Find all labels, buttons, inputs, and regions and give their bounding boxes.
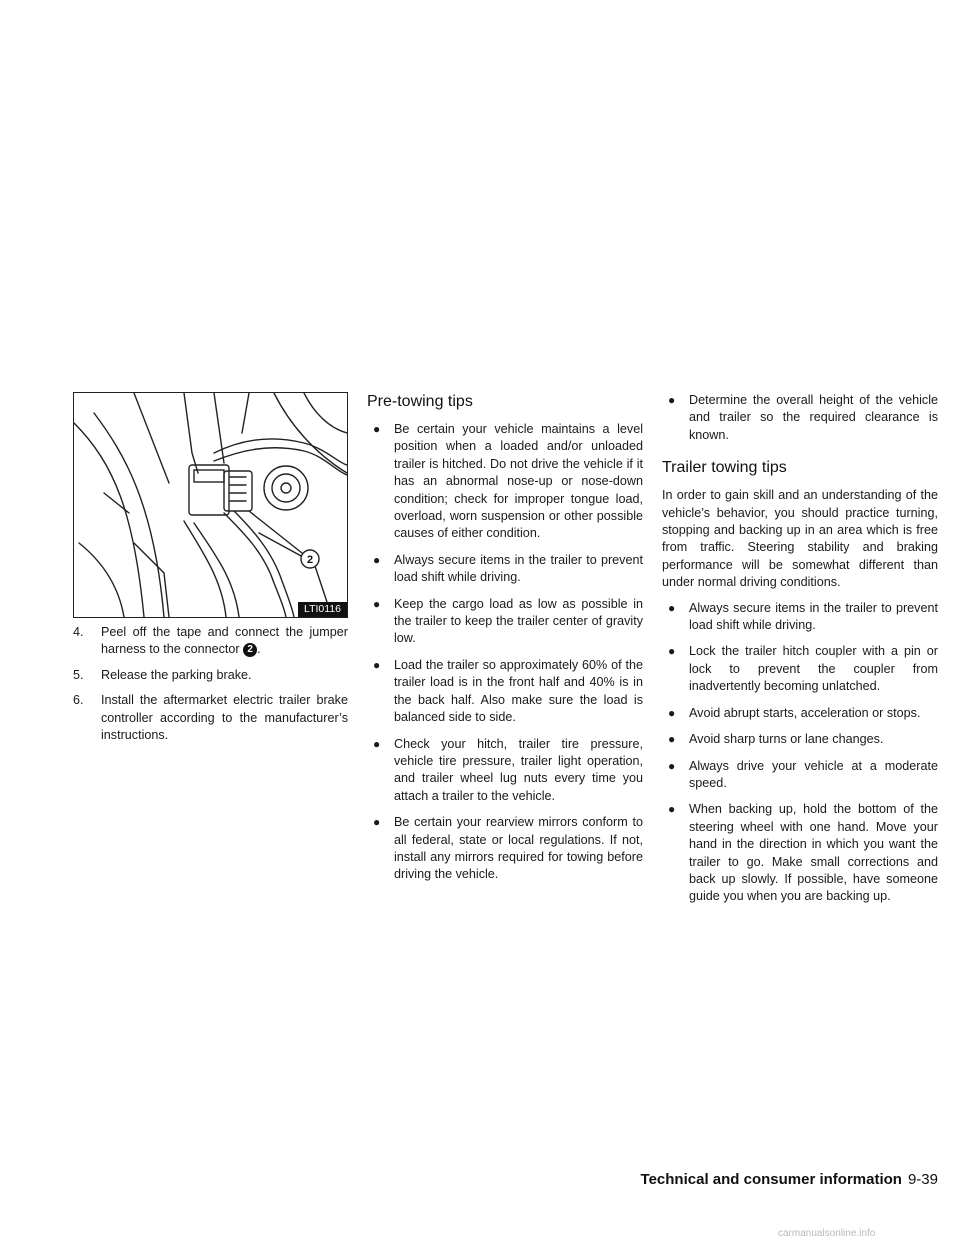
step-number: 4. bbox=[73, 625, 84, 639]
bullet-icon: ● bbox=[373, 657, 381, 672]
list-item bbox=[367, 596, 643, 648]
connector-illustration bbox=[73, 392, 348, 618]
bullet-icon: ● bbox=[668, 802, 676, 817]
step-item bbox=[73, 667, 348, 684]
bullet-icon: ● bbox=[373, 736, 381, 751]
connector-reference-badge: 2 bbox=[243, 643, 257, 657]
bullet-icon: ● bbox=[668, 732, 676, 747]
list-item-text: Determine the overall height of the vehicle and trailer so the required clearance is known. bbox=[689, 393, 938, 442]
list-item-text: Keep the cargo load as low as possible in the trailer to keep the trailer center of gravity low. bbox=[394, 596, 643, 646]
pre-towing-list-continued bbox=[662, 392, 938, 444]
watermark: carmanualsonline.info bbox=[778, 1228, 876, 1239]
section-title: Technical and consumer information bbox=[640, 1171, 902, 1188]
bullet-icon: ● bbox=[668, 393, 676, 407]
list-item-text: Always secure items in the trailer to prevent load shift while driving. bbox=[689, 600, 938, 633]
pre-towing-list bbox=[367, 421, 643, 884]
list-item bbox=[662, 758, 938, 793]
list-item-text: Lock the trailer hitch coupler with a pin or lock to prevent the coupler from inadvertently becoming unlatched. bbox=[689, 644, 938, 694]
steps-list bbox=[73, 624, 348, 744]
step-number: 6. bbox=[73, 693, 84, 708]
list-item bbox=[662, 705, 938, 722]
figure-callout-label: 2 bbox=[306, 554, 314, 566]
step-number: 5. bbox=[73, 667, 84, 682]
list-item bbox=[367, 552, 643, 587]
list-item-text: Avoid abrupt starts, acceleration or stops. bbox=[689, 705, 921, 720]
list-item bbox=[662, 643, 938, 695]
step-text: Install the aftermarket electric trailer brake controller according to the manufacturer’s instructions. bbox=[101, 693, 348, 743]
list-item bbox=[367, 421, 643, 543]
list-item bbox=[662, 392, 938, 444]
list-item-text: Check your hitch, trailer tire pressure, vehicle tire pressure, trailer light operation, and trailer wheel lug nuts every time you attach a trailer to the vehicle. bbox=[394, 736, 643, 803]
bullet-icon: ● bbox=[668, 644, 676, 659]
step-item bbox=[73, 692, 348, 744]
figure-code: LTI0116 bbox=[298, 602, 347, 617]
list-item bbox=[662, 731, 938, 748]
bullet-icon: ● bbox=[373, 596, 381, 611]
list-item bbox=[662, 600, 938, 635]
bullet-icon: ● bbox=[668, 705, 676, 720]
list-item bbox=[662, 801, 938, 905]
step-text-suffix: . bbox=[257, 642, 261, 657]
trailer-towing-intro: In order to gain skill and an understanding of the vehicle’s behavior, you should practice turning, stopping and backing up in an area which is free from traffic. Steering stability and braking performance will be somewhat different than under normal driving conditions. bbox=[662, 488, 938, 590]
list-item-text: Always secure items in the trailer to prevent load shift while driving. bbox=[394, 552, 643, 585]
right-column bbox=[662, 392, 938, 915]
pre-towing-heading: Pre-towing tips bbox=[367, 393, 473, 410]
list-item-text: Always drive your vehicle at a moderate speed. bbox=[689, 758, 938, 790]
bullet-icon: ● bbox=[373, 552, 381, 567]
page-number: 9-39 bbox=[907, 1171, 938, 1188]
trailer-towing-list bbox=[662, 600, 938, 906]
trailer-towing-heading: Trailer towing tips bbox=[662, 459, 787, 477]
list-item-text: Be certain your vehicle maintains a level position when a loaded and/or unloaded trailer is hitched. Do not drive the vehicle if it has an abnormal nose-up or nose-down condition; check for improper tongue load, overload, worn suspension or other possible causes of either condition. bbox=[394, 422, 643, 541]
list-item bbox=[367, 657, 643, 727]
bullet-icon: ● bbox=[373, 815, 381, 830]
wiring-harness-drawing bbox=[74, 393, 347, 617]
left-column bbox=[73, 392, 348, 752]
bullet-icon: ● bbox=[668, 600, 676, 615]
step-item bbox=[73, 624, 348, 659]
step-text: Peel off the tape and connect the jumper harness to the connector bbox=[101, 625, 348, 657]
bullet-icon: ● bbox=[373, 422, 381, 436]
list-item-text: Be certain your rearview mirrors conform to all federal, state or local regulations. If not, install any mirrors required for towing before driving the vehicle. bbox=[394, 815, 643, 882]
step-text: Release the parking brake. bbox=[101, 667, 252, 682]
list-item-text: Avoid sharp turns or lane changes. bbox=[689, 732, 884, 747]
list-item-text: Load the trailer so approximately 60% of the trailer load is in the front half and 40% is in the back half. Also make sure the load is balanced side to side. bbox=[394, 657, 643, 725]
list-item-text: When backing up, hold the bottom of the steering wheel with one hand. Move your hand in the direction in which you want the trailer to go. Make small corrections and back up slowly. If possible, have someone guide you when you are backing up. bbox=[689, 802, 938, 904]
list-item bbox=[367, 736, 643, 806]
list-item bbox=[367, 814, 643, 884]
bullet-icon: ● bbox=[668, 758, 676, 773]
middle-column bbox=[367, 392, 643, 893]
page-footer bbox=[580, 1170, 938, 1190]
